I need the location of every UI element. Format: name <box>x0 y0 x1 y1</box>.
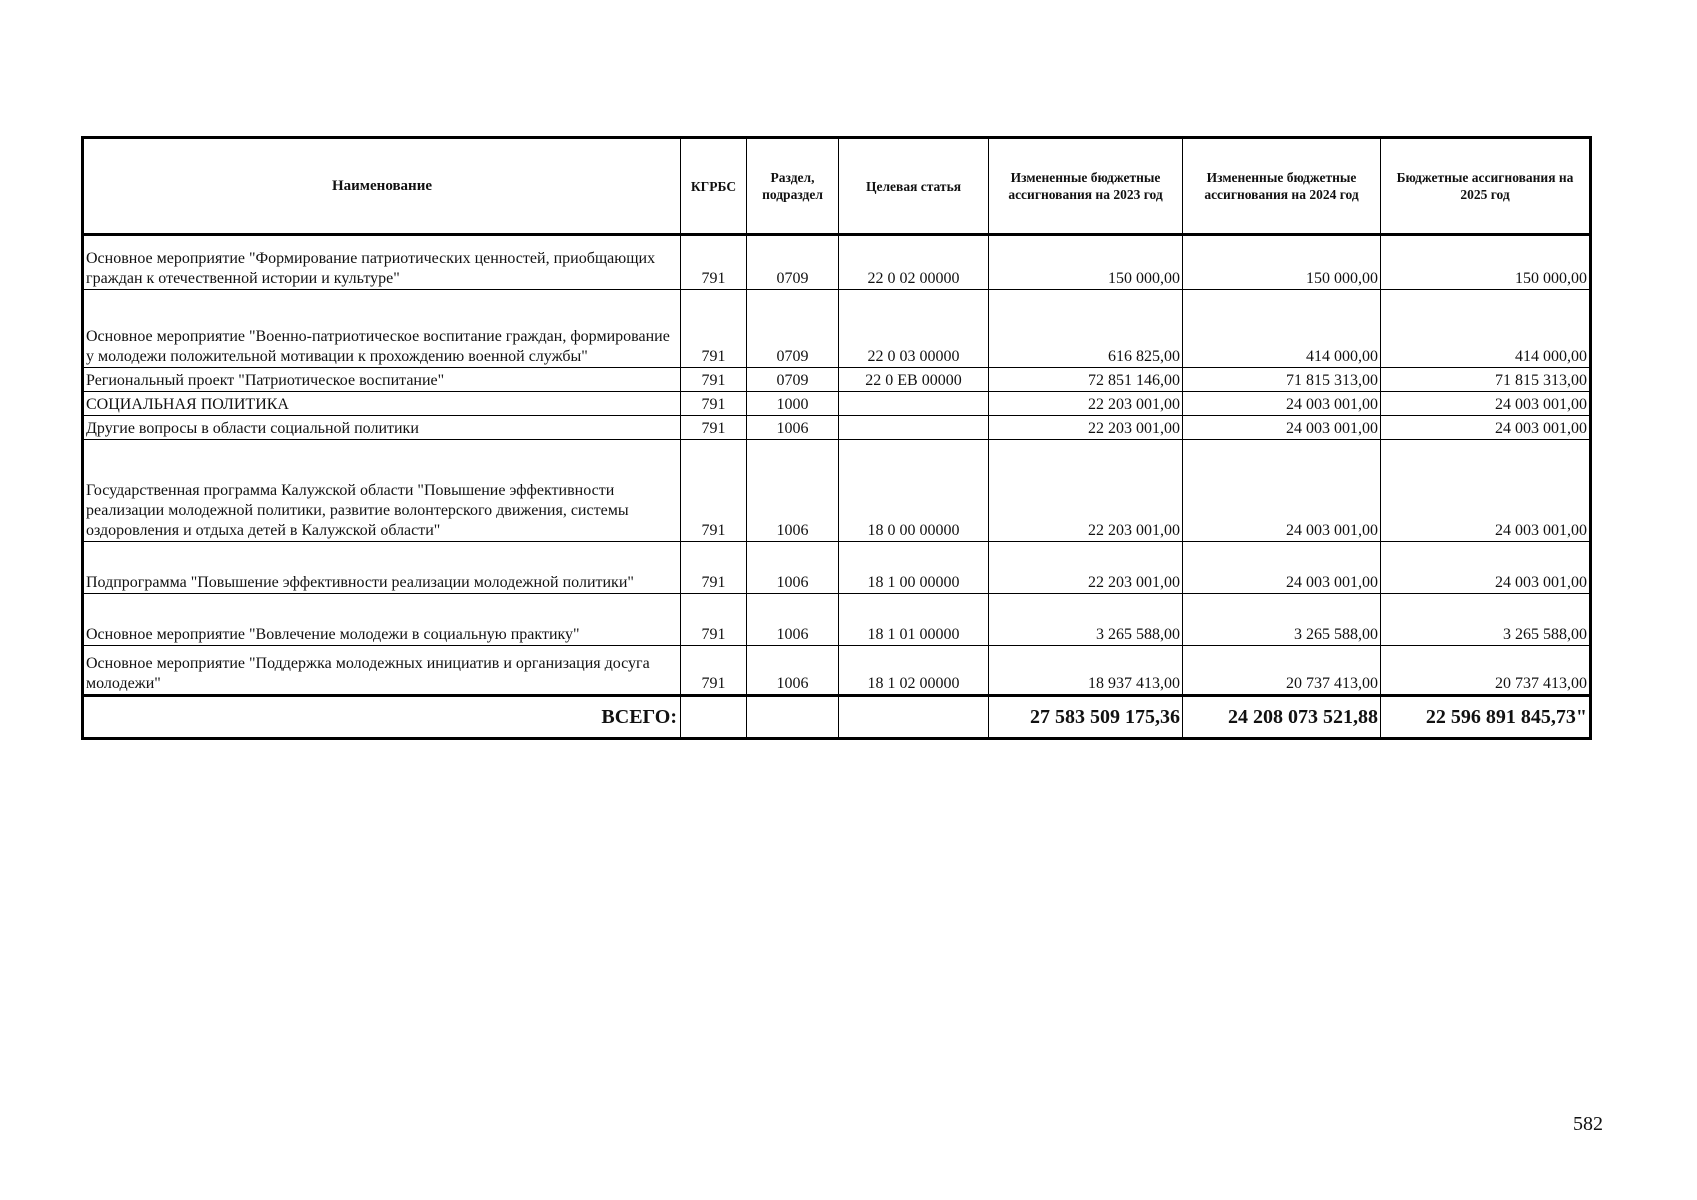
row-2023: 22 203 001,00 <box>989 392 1183 416</box>
header-2025: Бюджетные ассигнования на 2025 год <box>1381 138 1591 235</box>
header-2023: Измененные бюджетные ассигнования на 2023 год <box>989 138 1183 235</box>
header-2024: Измененные бюджетные ассигнования на 2024 год <box>1183 138 1381 235</box>
row-2024: 150 000,00 <box>1183 235 1381 290</box>
row-2024: 24 003 001,00 <box>1183 542 1381 594</box>
row-target: 22 0 03 00000 <box>839 290 989 368</box>
header-section: Раздел, подраздел <box>747 138 839 235</box>
table-header-row <box>83 138 1591 235</box>
row-2023: 616 825,00 <box>989 290 1183 368</box>
row-section: 1006 <box>747 594 839 646</box>
row-target: 18 0 00 00000 <box>839 440 989 542</box>
page-number: 582 <box>1573 1113 1603 1135</box>
row-kgrbs: 791 <box>681 594 747 646</box>
row-2023: 22 203 001,00 <box>989 542 1183 594</box>
row-target: 22 0 02 00000 <box>839 235 989 290</box>
row-2025: 20 737 413,00 <box>1381 646 1591 696</box>
row-kgrbs: 791 <box>681 290 747 368</box>
row-name: Основное мероприятие "Формирование патриотических ценностей, приобщающих граждан к отечественной истории и культуре" <box>83 235 681 290</box>
total-2023: 27 583 509 175,36 <box>989 696 1183 739</box>
row-name: Основное мероприятие "Поддержка молодежных инициатив и организация досуга молодежи" <box>83 646 681 696</box>
total-label: ВСЕГО: <box>83 696 681 739</box>
row-2023: 22 203 001,00 <box>989 440 1183 542</box>
row-kgrbs: 791 <box>681 542 747 594</box>
table-row <box>83 416 1591 440</box>
row-name: Государственная программа Калужской области "Повышение эффективности реализации молодежной политики, развитие волонтерского движения, системы оздоровления и отдыха детей в Калужской области" <box>83 440 681 542</box>
row-kgrbs: 791 <box>681 235 747 290</box>
row-2025: 3 265 588,00 <box>1381 594 1591 646</box>
header-kgrbs: КГРБС <box>681 138 747 235</box>
row-2025: 24 003 001,00 <box>1381 392 1591 416</box>
row-2024: 20 737 413,00 <box>1183 646 1381 696</box>
row-name: Основное мероприятие "Военно-патриотическое воспитание граждан, формирование у молодежи положительной мотивации к прохождению военной службы" <box>83 290 681 368</box>
row-2025: 414 000,00 <box>1381 290 1591 368</box>
row-name: Подпрограмма "Повышение эффективности реализации молодежной политики" <box>83 542 681 594</box>
table-row <box>83 290 1591 368</box>
row-kgrbs: 791 <box>681 416 747 440</box>
total-target-empty <box>839 696 989 739</box>
total-2025: 22 596 891 845,73" <box>1381 696 1591 739</box>
row-target: 18 1 00 00000 <box>839 542 989 594</box>
header-target: Целевая статья <box>839 138 989 235</box>
row-kgrbs: 791 <box>681 392 747 416</box>
row-2023: 3 265 588,00 <box>989 594 1183 646</box>
total-section-empty <box>747 696 839 739</box>
row-2024: 71 815 313,00 <box>1183 368 1381 392</box>
budget-table <box>81 136 1592 740</box>
row-2024: 24 003 001,00 <box>1183 392 1381 416</box>
row-2025: 71 815 313,00 <box>1381 368 1591 392</box>
row-name: Региональный проект "Патриотическое воспитание" <box>83 368 681 392</box>
row-2025: 24 003 001,00 <box>1381 542 1591 594</box>
row-2023: 150 000,00 <box>989 235 1183 290</box>
row-2025: 150 000,00 <box>1381 235 1591 290</box>
row-kgrbs: 791 <box>681 646 747 696</box>
table-row <box>83 542 1591 594</box>
row-section: 1000 <box>747 392 839 416</box>
total-kgrbs-empty <box>681 696 747 739</box>
row-section: 0709 <box>747 368 839 392</box>
header-name: Наименование <box>83 138 681 235</box>
table-row <box>83 235 1591 290</box>
row-section: 0709 <box>747 235 839 290</box>
row-target: 22 0 EB 00000 <box>839 368 989 392</box>
row-section: 1006 <box>747 646 839 696</box>
row-target <box>839 392 989 416</box>
row-kgrbs: 791 <box>681 440 747 542</box>
table-row <box>83 440 1591 542</box>
table-row <box>83 392 1591 416</box>
row-name: Основное мероприятие "Вовлечение молодежи в социальную практику" <box>83 594 681 646</box>
row-2023: 72 851 146,00 <box>989 368 1183 392</box>
row-2024: 414 000,00 <box>1183 290 1381 368</box>
table-row <box>83 368 1591 392</box>
row-section: 1006 <box>747 416 839 440</box>
row-2025: 24 003 001,00 <box>1381 416 1591 440</box>
row-section: 1006 <box>747 542 839 594</box>
row-section: 1006 <box>747 440 839 542</box>
row-2023: 18 937 413,00 <box>989 646 1183 696</box>
total-row <box>83 696 1591 739</box>
row-2024: 3 265 588,00 <box>1183 594 1381 646</box>
row-section: 0709 <box>747 290 839 368</box>
row-2024: 24 003 001,00 <box>1183 416 1381 440</box>
total-2024: 24 208 073 521,88 <box>1183 696 1381 739</box>
row-name: СОЦИАЛЬНАЯ ПОЛИТИКА <box>83 392 681 416</box>
row-target: 18 1 01 00000 <box>839 594 989 646</box>
table-row <box>83 594 1591 646</box>
row-name: Другие вопросы в области социальной политики <box>83 416 681 440</box>
row-target: 18 1 02 00000 <box>839 646 989 696</box>
row-2024: 24 003 001,00 <box>1183 440 1381 542</box>
table-row <box>83 646 1591 696</box>
row-2023: 22 203 001,00 <box>989 416 1183 440</box>
row-target <box>839 416 989 440</box>
row-2025: 24 003 001,00 <box>1381 440 1591 542</box>
row-kgrbs: 791 <box>681 368 747 392</box>
